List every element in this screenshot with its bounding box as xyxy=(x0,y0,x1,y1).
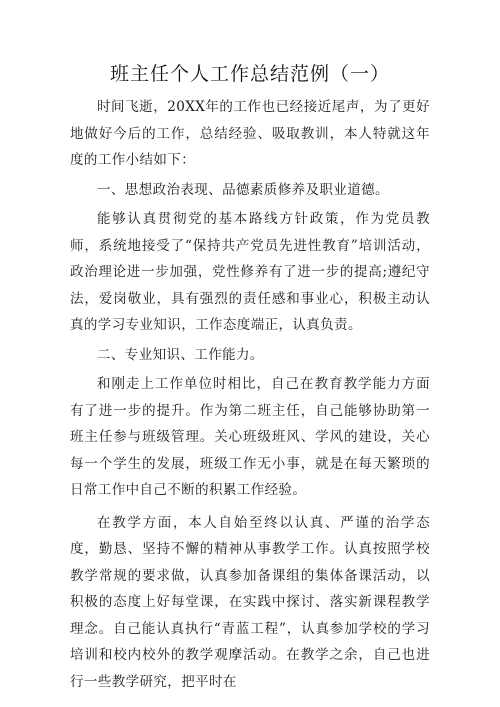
intro-paragraph: 时间飞逝，20XX年的工作也已经接近尾声，为了更好地做好今后的工作，总结经验、吸取教训，本人特就这年度的工作小结如下： xyxy=(70,99,430,168)
section-2-paragraph-1: 和刚走上工作单位时相比，自己在教育教学能力方面有了进一步的提升。作为第二班主任，自己能够协助第一班主任参与班级管理。关心班级班风、学风的建设，关心每一个学生的发展，班级工作无小事，就是在每天繁琐的日常工作中自己不断的积累工作经验。 xyxy=(70,376,430,498)
section-1-paragraph: 能够认真贯彻党的基本路线方针政策，作为党员教师，系统地接受了“保持共产党员先进性教育”培训活动，政治理论进一步加强，党性修养有了进一步的提高;遵纪守法，爱岗敬业，具有强烈的责任感和事业心，积极主动认真的学习专业知识，工作态度端正，认真负责。 xyxy=(70,211,430,333)
section-2-paragraph-2: 在教学方面，本人自始至终以认真、严谨的治学态度，勤恳、坚持不懈的精神从事教学工作。认真按照学校教学常规的要求做，认真参加备课组的集体备课活动，以积极的态度上好每堂课，在实践中探讨、落实新课程教学理念。自己能认真执行“青蓝工程”，认真参加学校的学习培训和校内校外的教学观摩活动。在教学之余，自己也进行一些教学研究，把平时在 xyxy=(70,514,430,690)
document-title: 班主任个人工作总结范例（一） xyxy=(109,63,390,85)
section-1-heading: 一、思想政治表现、品德素质修养及职业道德。 xyxy=(97,181,389,198)
section-2-heading: 二、专业知识、工作能力。 xyxy=(97,346,264,363)
